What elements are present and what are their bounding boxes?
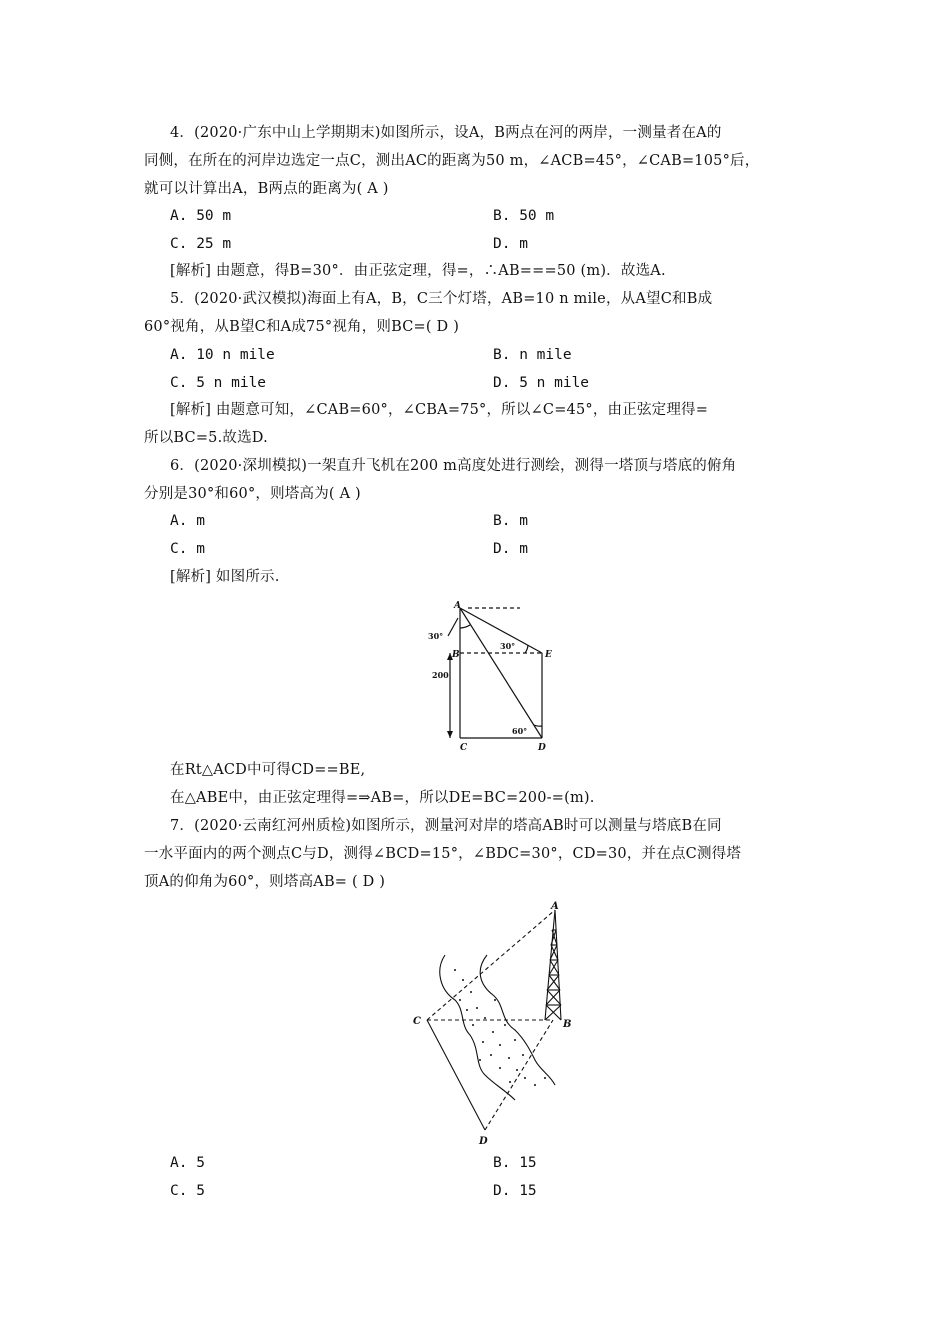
q5-analysis-2: 所以BC=5.故选D. [144, 430, 268, 446]
q6-option-a: A. m [170, 513, 205, 529]
q4-option-a: A. 50 m [170, 208, 232, 224]
q4-line-2: 同侧，在所在的河岸边选定一点C，测出AC的距离为50 m，∠ACB=45°，∠CAB=105°后， [144, 153, 760, 169]
q6-option-c: C. m [170, 541, 205, 557]
fig1-angle-30-right: 30° [500, 641, 516, 651]
fig2-label-a: A [551, 901, 559, 912]
fig1-angle-60: 60° [512, 726, 528, 736]
river-dots [454, 969, 546, 1086]
q6-option-b: B. m [493, 513, 528, 529]
q4-line-1: 4．(2020·广东中山上学期期末)如图所示，设A，B两点在河的两岸，一测量者在A的 [170, 125, 722, 141]
angle-arc-a [460, 625, 470, 628]
q6-after-1: 在Rt△ACD中可得CD==BE, [170, 762, 366, 778]
q4-analysis: [解析] 由题意，得B=30°．由正弦定理，得=，∴AB===50 (m)．故选A. [170, 263, 666, 279]
figure-river-tower [405, 900, 595, 1150]
line-cd [427, 1020, 485, 1130]
fig1-label-b: B [452, 650, 460, 660]
arrow-head-bottom [447, 731, 453, 738]
angle-pointer [448, 618, 458, 636]
q7-line-2: 一水平面内的两个测点C与D，测得∠BCD=15°，∠BDC=30°，CD=30，并在点C测得塔 [144, 846, 742, 862]
q5-line-1: 5．(2020·武汉模拟)海面上有A，B，C三个灯塔，AB=10 n mile，从A望C和B成 [170, 291, 713, 307]
q5-option-a: A. 10 n mile [170, 347, 275, 363]
q6-option-d: D. m [493, 541, 528, 557]
q5-line-2: 60°视角，从B望C和A成75°视角，则BC=( D ) [144, 319, 460, 335]
dashed-ca [427, 910, 555, 1020]
q7-option-d: D. 15 [493, 1183, 537, 1199]
fig1-label-c: C [460, 743, 468, 753]
fig1-height-200: 200 [432, 670, 449, 680]
q7-line-1: 7．(2020·云南红河州质检)如图所示，测量河对岸的塔高AB时可以测量与塔底B在同 [170, 818, 722, 834]
q6-analysis: [解析] 如图所示. [170, 569, 280, 585]
dashed-db [485, 1020, 553, 1130]
q5-option-d: D. 5 n mile [493, 375, 590, 391]
q7-option-c: C. 5 [170, 1183, 205, 1199]
tower-brace [546, 990, 560, 1005]
fig1-label-a: A [454, 601, 461, 611]
fig2-label-c: C [413, 1016, 421, 1027]
tower-brace [547, 990, 561, 1005]
q5-option-b: B. n mile [493, 347, 572, 363]
q7-line-3: 顶A的仰角为60°，则塔高AB= ( D ) [144, 874, 386, 890]
fig1-label-d: D [538, 743, 546, 753]
fig1-label-e: E [545, 650, 552, 660]
q6-after-2: 在△ABE中，由正弦定理得=⇒AB=，所以DE=BC=200-=(m). [170, 790, 595, 806]
q4-option-b: B. 50 m [493, 208, 555, 224]
fig1-angle-30-left: 30° [428, 631, 444, 641]
q4-line-3: 就可以计算出A，B两点的距离为( A ) [144, 181, 389, 197]
q5-option-c: C. 5 n mile [170, 375, 267, 391]
q7-option-a: A. 5 [170, 1155, 205, 1171]
fig2-label-d: D [479, 1136, 488, 1147]
q5-analysis-1: [解析] 由题意可知，∠CAB=60°，∠CBA=75°，所以∠C=45°，由正弦定理得= [170, 402, 709, 418]
angle-arc-e [525, 645, 528, 653]
q4-option-d: D. m [493, 236, 528, 252]
q6-line-1: 6．(2020·深圳模拟)一架直升飞机在200 m高度处进行测绘，测得一塔顶与塔底的俯角 [170, 458, 737, 474]
fig2-label-b: B [563, 1019, 572, 1030]
line-ad [460, 608, 542, 738]
q7-option-b: B. 15 [493, 1155, 537, 1171]
q6-line-2: 分别是30°和60°，则塔高为( A ) [144, 486, 361, 502]
figure-helicopter-tower [420, 598, 570, 758]
q4-option-c: C. 25 m [170, 236, 232, 252]
angle-arc-d [534, 725, 542, 726]
